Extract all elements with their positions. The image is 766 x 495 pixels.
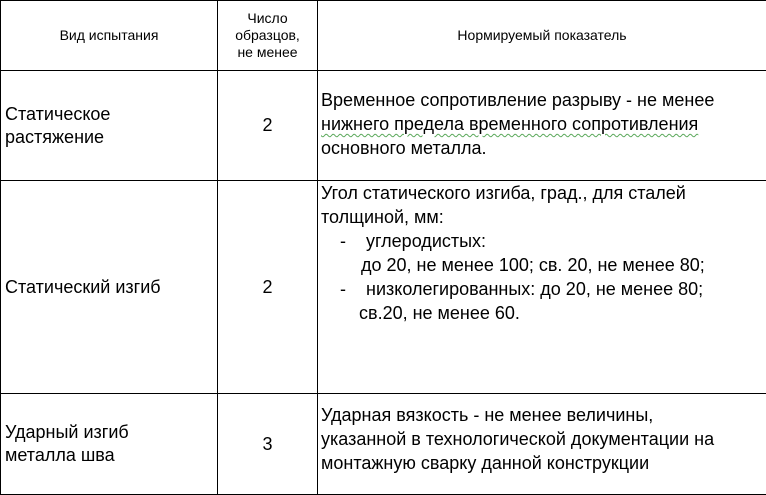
table-row [1, 394, 766, 495]
row-test-type [1, 71, 218, 181]
row-sample-count: 2 [218, 71, 318, 181]
indicator-line: Угол статического изгиба, град., для сталей [321, 181, 764, 205]
list-item-text: углеродистых: [366, 231, 486, 251]
indicator-line: нижнего предела временного сопротивления [321, 112, 764, 136]
header-sample-count [218, 1, 318, 71]
row-indicator [318, 71, 766, 181]
header-normative-indicator [318, 1, 766, 71]
table-header-row [1, 1, 766, 71]
table-row [1, 71, 766, 181]
header-test-type-text: Вид испытания [1, 27, 217, 44]
row-test-type-line: Статическое [5, 103, 217, 126]
list-item-text: низколегированных: до 20, не менее 80; [366, 279, 703, 299]
row-test-type-line: металла шва [5, 444, 217, 467]
indicator-list-item [321, 277, 764, 301]
row-indicator [318, 394, 766, 495]
indicator-line: Временное сопротивление разрыву - не менее [321, 88, 764, 112]
indicator-list-item [321, 229, 764, 253]
row-sample-count: 2 [218, 181, 318, 394]
header-sample-count-line: не менее [218, 44, 317, 61]
row-test-type [1, 394, 218, 495]
header-sample-count-line: образцов, [218, 27, 317, 44]
table-row [1, 181, 766, 394]
header-sample-count-line: Число [218, 10, 317, 27]
indicator-line: Ударная вязкость - не менее величины, [321, 403, 764, 427]
row-test-type [1, 181, 218, 394]
row-test-type-line: растяжение [5, 126, 217, 149]
row-indicator [318, 181, 766, 394]
row-sample-count: 3 [218, 394, 318, 495]
list-item-continuation: св.20, не менее 60. [321, 301, 764, 325]
list-dash: - [321, 277, 366, 301]
indicator-line: указанной в технологической документации на [321, 427, 764, 451]
header-test-type [1, 1, 218, 71]
row-test-type-line: Статический изгиб [5, 276, 217, 299]
list-item-continuation: до 20, не менее 100; св. 20, не менее 80; [321, 253, 764, 277]
indicator-line: толщиной, мм: [321, 205, 764, 229]
indicator-line: монтажную сварку данной конструкции [321, 451, 764, 475]
indicator-line: основного металла. [321, 136, 764, 160]
row-test-type-line: Ударный изгиб [5, 421, 217, 444]
list-dash: - [321, 229, 366, 253]
header-normative-indicator-text: Нормируемый показатель [318, 27, 766, 44]
